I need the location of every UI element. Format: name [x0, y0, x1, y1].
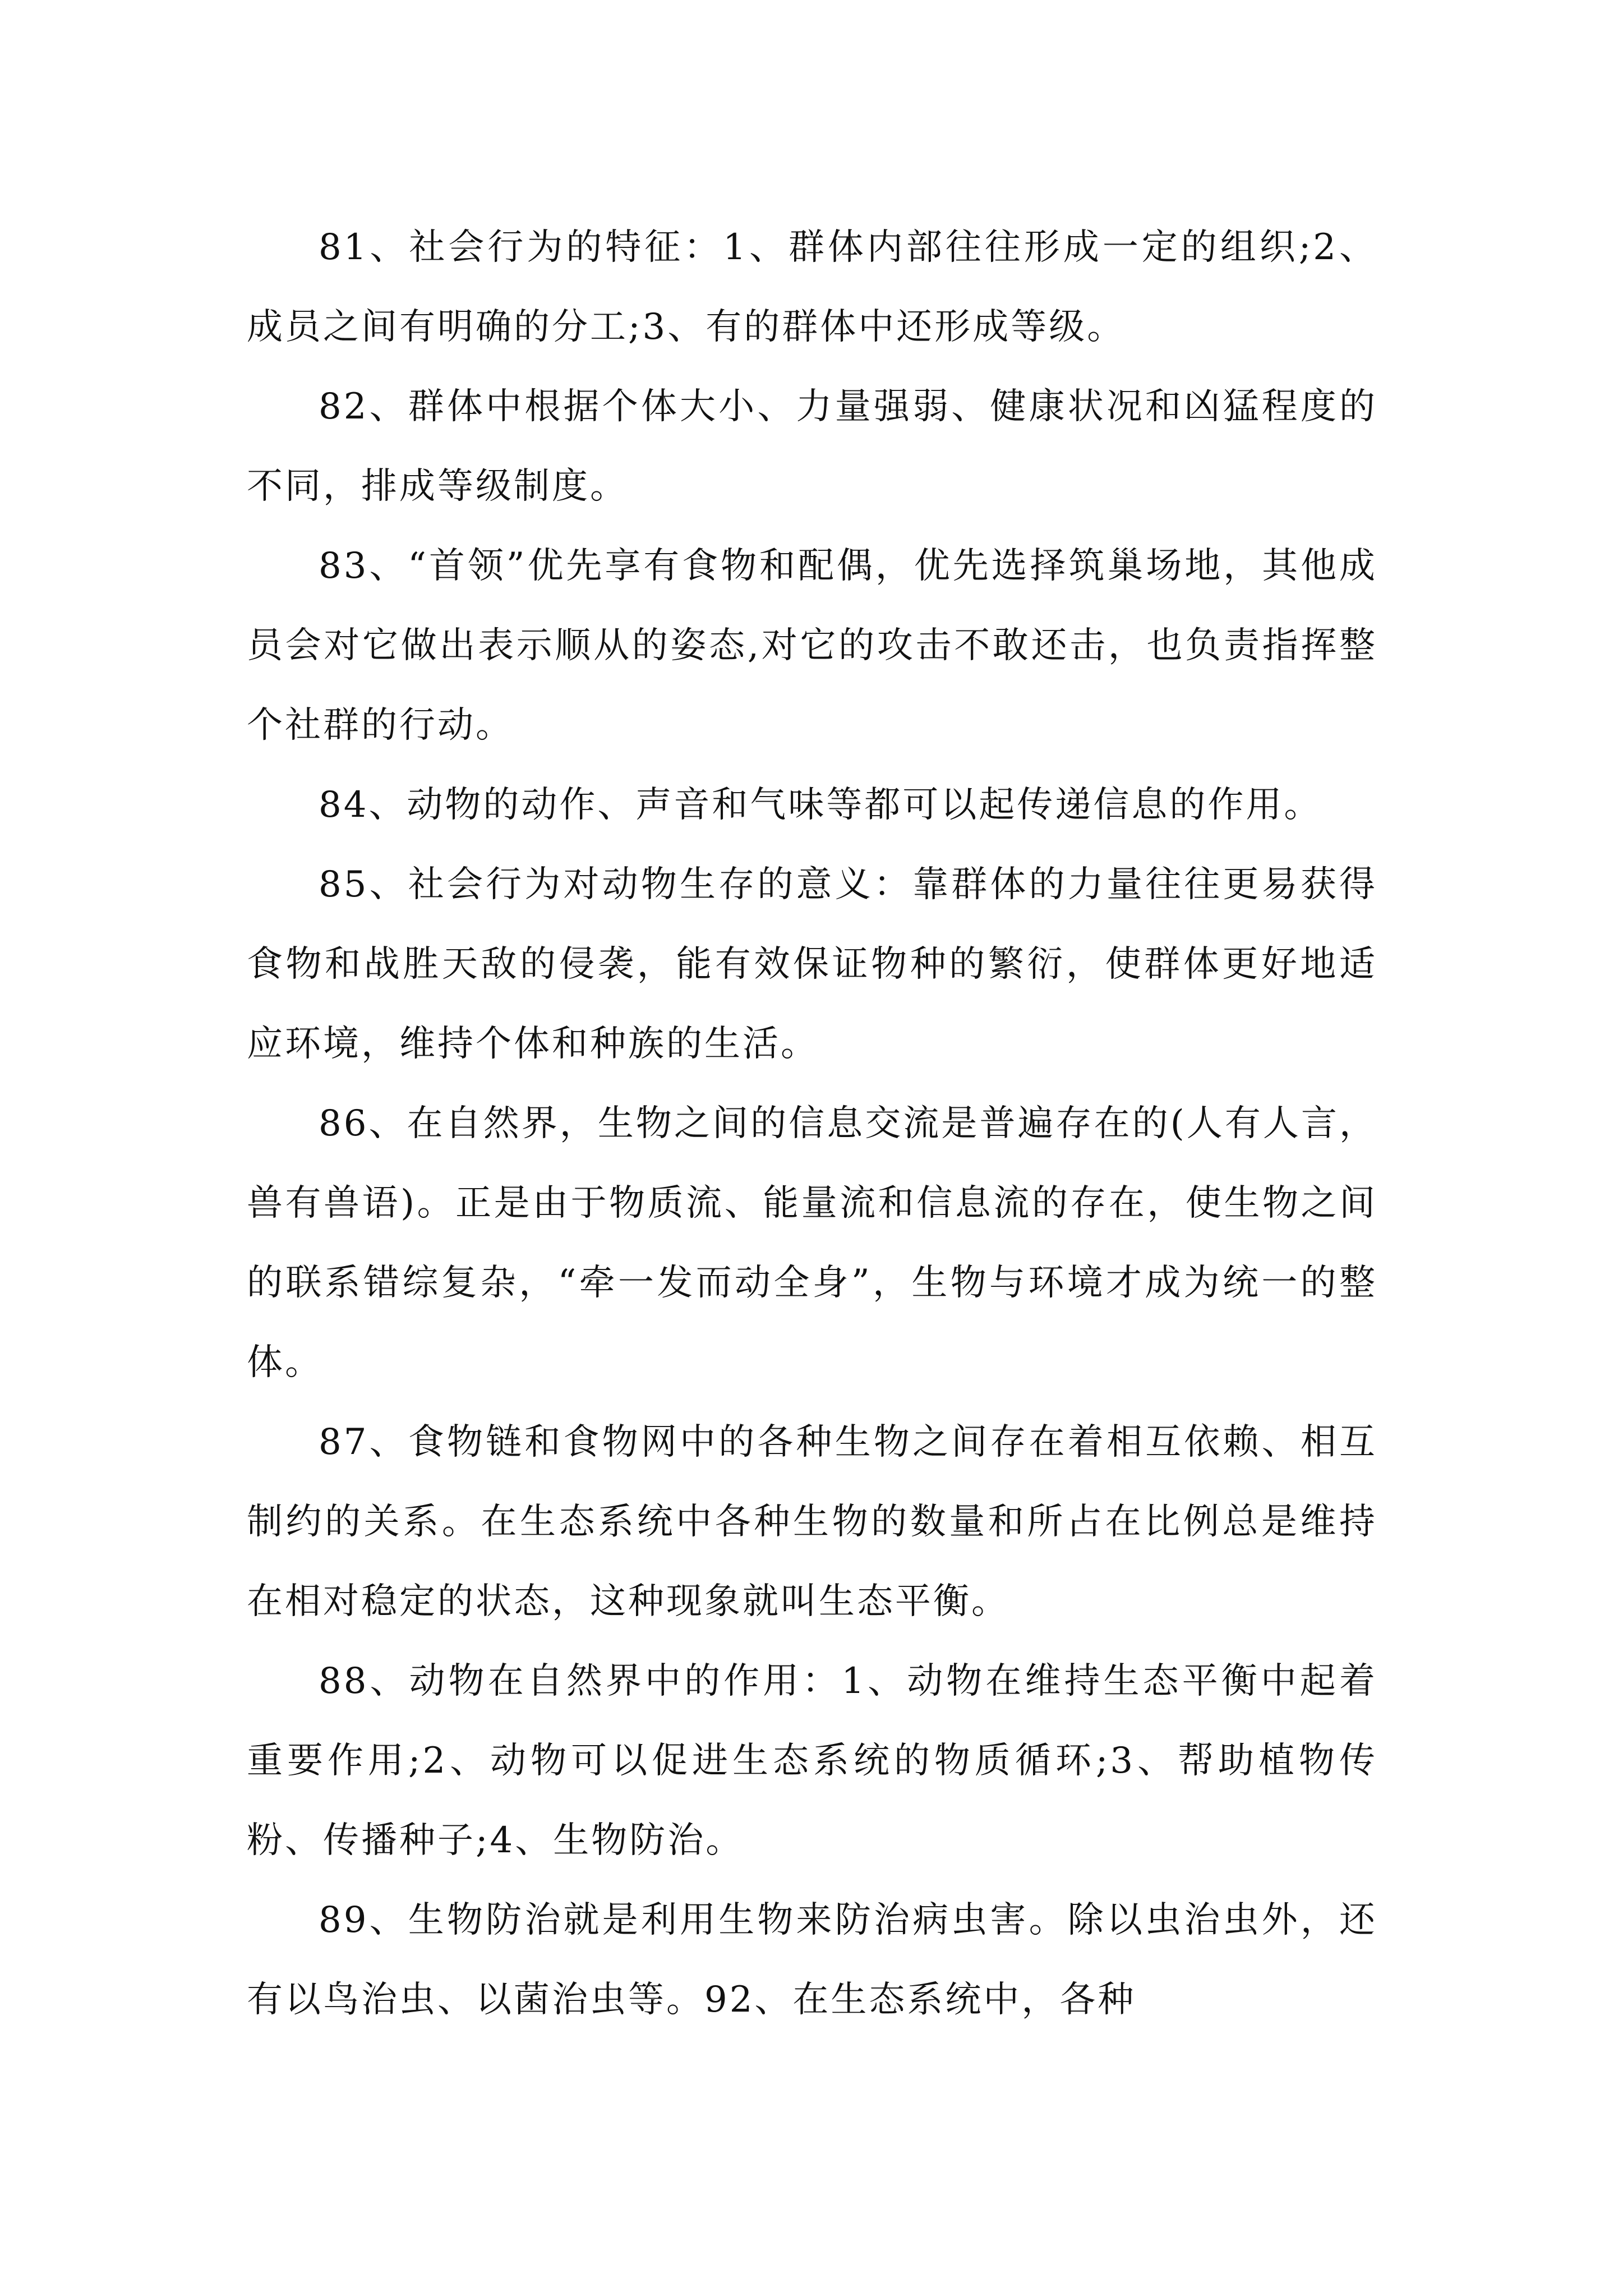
paragraph-83: 83、“首领”优先享有食物和配偶，优先选择筑巢场地，其他成员会对它做出表示顺从的姿态,对它的攻击不敢还击，也负责指挥整个社群的行动。	[247, 545, 1377, 746]
document-body	[247, 208, 1377, 2040]
paragraph-85: 85、社会行为对动物生存的意义：靠群体的力量往往更易获得食物和战胜天敌的侵袭，能有效保证物种的繁衍，使群体更好地适应环境，维持个体和种族的生活。	[247, 864, 1377, 1065]
paragraph-86: 86、在自然界，生物之间的信息交流是普遍存在的(人有人言，兽有兽语)。正是由于物质流、能量流和信息流的存在，使生物之间的联系错综复杂，“牵一发而动全身”，生物与环境才成为统一的整体。	[247, 1103, 1377, 1383]
paragraph-84: 84、动物的动作、声音和气味等都可以起传递信息的作用。	[319, 784, 1322, 826]
paragraph-87: 87、食物链和食物网中的各种生物之间存在着相互依赖、相互制约的关系。在生态系统中各种生物的数量和所占在比例总是维持在相对稳定的状态，这种现象就叫生态平衡。	[247, 1421, 1377, 1622]
paragraph-82: 82、群体中根据个体大小、力量强弱、健康状况和凶猛程度的不同，排成等级制度。	[247, 386, 1377, 507]
paragraph-81: 81、社会行为的特征：1、群体内部往往形成一定的组织;2、成员之间有明确的分工;3、有的群体中还形成等级。	[247, 227, 1377, 348]
paragraph-89: 89、生物防治就是利用生物来防治病虫害。除以虫治虫外，还有以鸟治虫、以菌治虫等。92、在生态系统中，各种	[247, 1899, 1377, 2021]
paragraph-88: 88、动物在自然界中的作用：1、动物在维持生态平衡中起着重要作用;2、动物可以促进生态系统的物质循环;3、帮助植物传粉、传播种子;4、生物防治。	[247, 1660, 1377, 1861]
